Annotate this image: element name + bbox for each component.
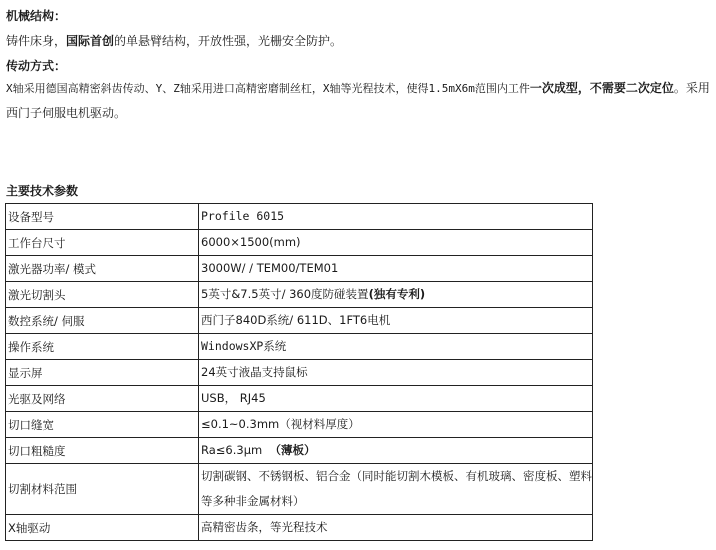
table-row	[6, 204, 593, 230]
spec-value: ≤0.1~0.3mm（视材料厚度）	[199, 412, 593, 438]
table-row	[6, 334, 593, 360]
drive-mode-heading: 传动方式：	[6, 59, 67, 73]
spec-label: 切口缝宽	[6, 412, 199, 438]
spec-value-highlight: (独有专利)	[368, 287, 426, 301]
spec-label: 显示屏	[6, 360, 199, 386]
drive-mode-text	[6, 76, 710, 126]
spec-value: 3000W/ / TEM00/TEM01	[199, 256, 593, 282]
table-row	[6, 438, 593, 464]
spec-value: 切割碳钢、不锈钢板、铝合金（同时能切割木模板、有机玻璃、密度板、塑料等多种非金属材料）	[199, 464, 593, 515]
spec-label: 切割材料范围	[6, 464, 199, 515]
mech-structure-text	[6, 32, 342, 49]
spec-value: 24英寸液晶支持鼠标	[199, 360, 593, 386]
spec-label: 切口粗糙度	[6, 438, 199, 464]
mech-text-c: 的单悬臂结构，开放性强，光栅安全防护。	[114, 34, 343, 48]
spec-value: 高精密齿条，等光程技术	[199, 515, 593, 541]
spec-label: 操作系统	[6, 334, 199, 360]
spec-label: 光驱及网络	[6, 386, 199, 412]
spec-value-text: Ra≤6.3μm	[201, 443, 263, 457]
mech-structure-heading: 机械结构：	[6, 9, 67, 23]
table-row	[6, 360, 593, 386]
drive-text-a: X轴采用德国高精密斜齿传动、Y、Z轴采用进口高精密磨制丝杠，X轴等光程技术，使得1.5mX6m范围内工件	[6, 82, 530, 95]
table-row	[6, 386, 593, 412]
mech-text-highlight: 国际首创	[66, 34, 115, 48]
spec-value: WindowsXP系统	[199, 334, 593, 360]
spec-value: Profile 6015	[199, 204, 593, 230]
spec-label: 数控系统/ 伺服	[6, 308, 199, 334]
table-row	[6, 256, 593, 282]
spec-value: USB， RJ45	[199, 386, 593, 412]
spec-value-highlight: （薄板）	[269, 443, 316, 457]
spec-table	[5, 203, 593, 541]
drive-text-highlight: 一次成型，不需要二次定位	[529, 81, 674, 95]
spec-label: 激光器功率/ 模式	[6, 256, 199, 282]
spec-label: X轴驱动	[6, 515, 199, 541]
table-row	[6, 464, 593, 515]
spec-label: 设备型号	[6, 204, 199, 230]
mech-text-a: 铸件床身，	[6, 34, 67, 48]
spec-value: 西门子840D系统/ 611D、1FT6电机	[199, 308, 593, 334]
spec-value: 6000×1500(mm)	[199, 230, 593, 256]
spec-value	[199, 438, 593, 464]
table-row	[6, 230, 593, 256]
drive-text-c: 。采用西门子伺服电机驱动。	[6, 81, 710, 120]
spec-value-text: 5英寸&7.5英寸/ 360度防碰装置	[201, 287, 369, 301]
table-row	[6, 515, 593, 541]
table-row	[6, 412, 593, 438]
spec-value	[199, 282, 593, 308]
table-row	[6, 282, 593, 308]
spec-label: 激光切割头	[6, 282, 199, 308]
table-row	[6, 308, 593, 334]
spec-heading: 主要技术参数	[6, 184, 79, 198]
spec-label: 工作台尺寸	[6, 230, 199, 256]
